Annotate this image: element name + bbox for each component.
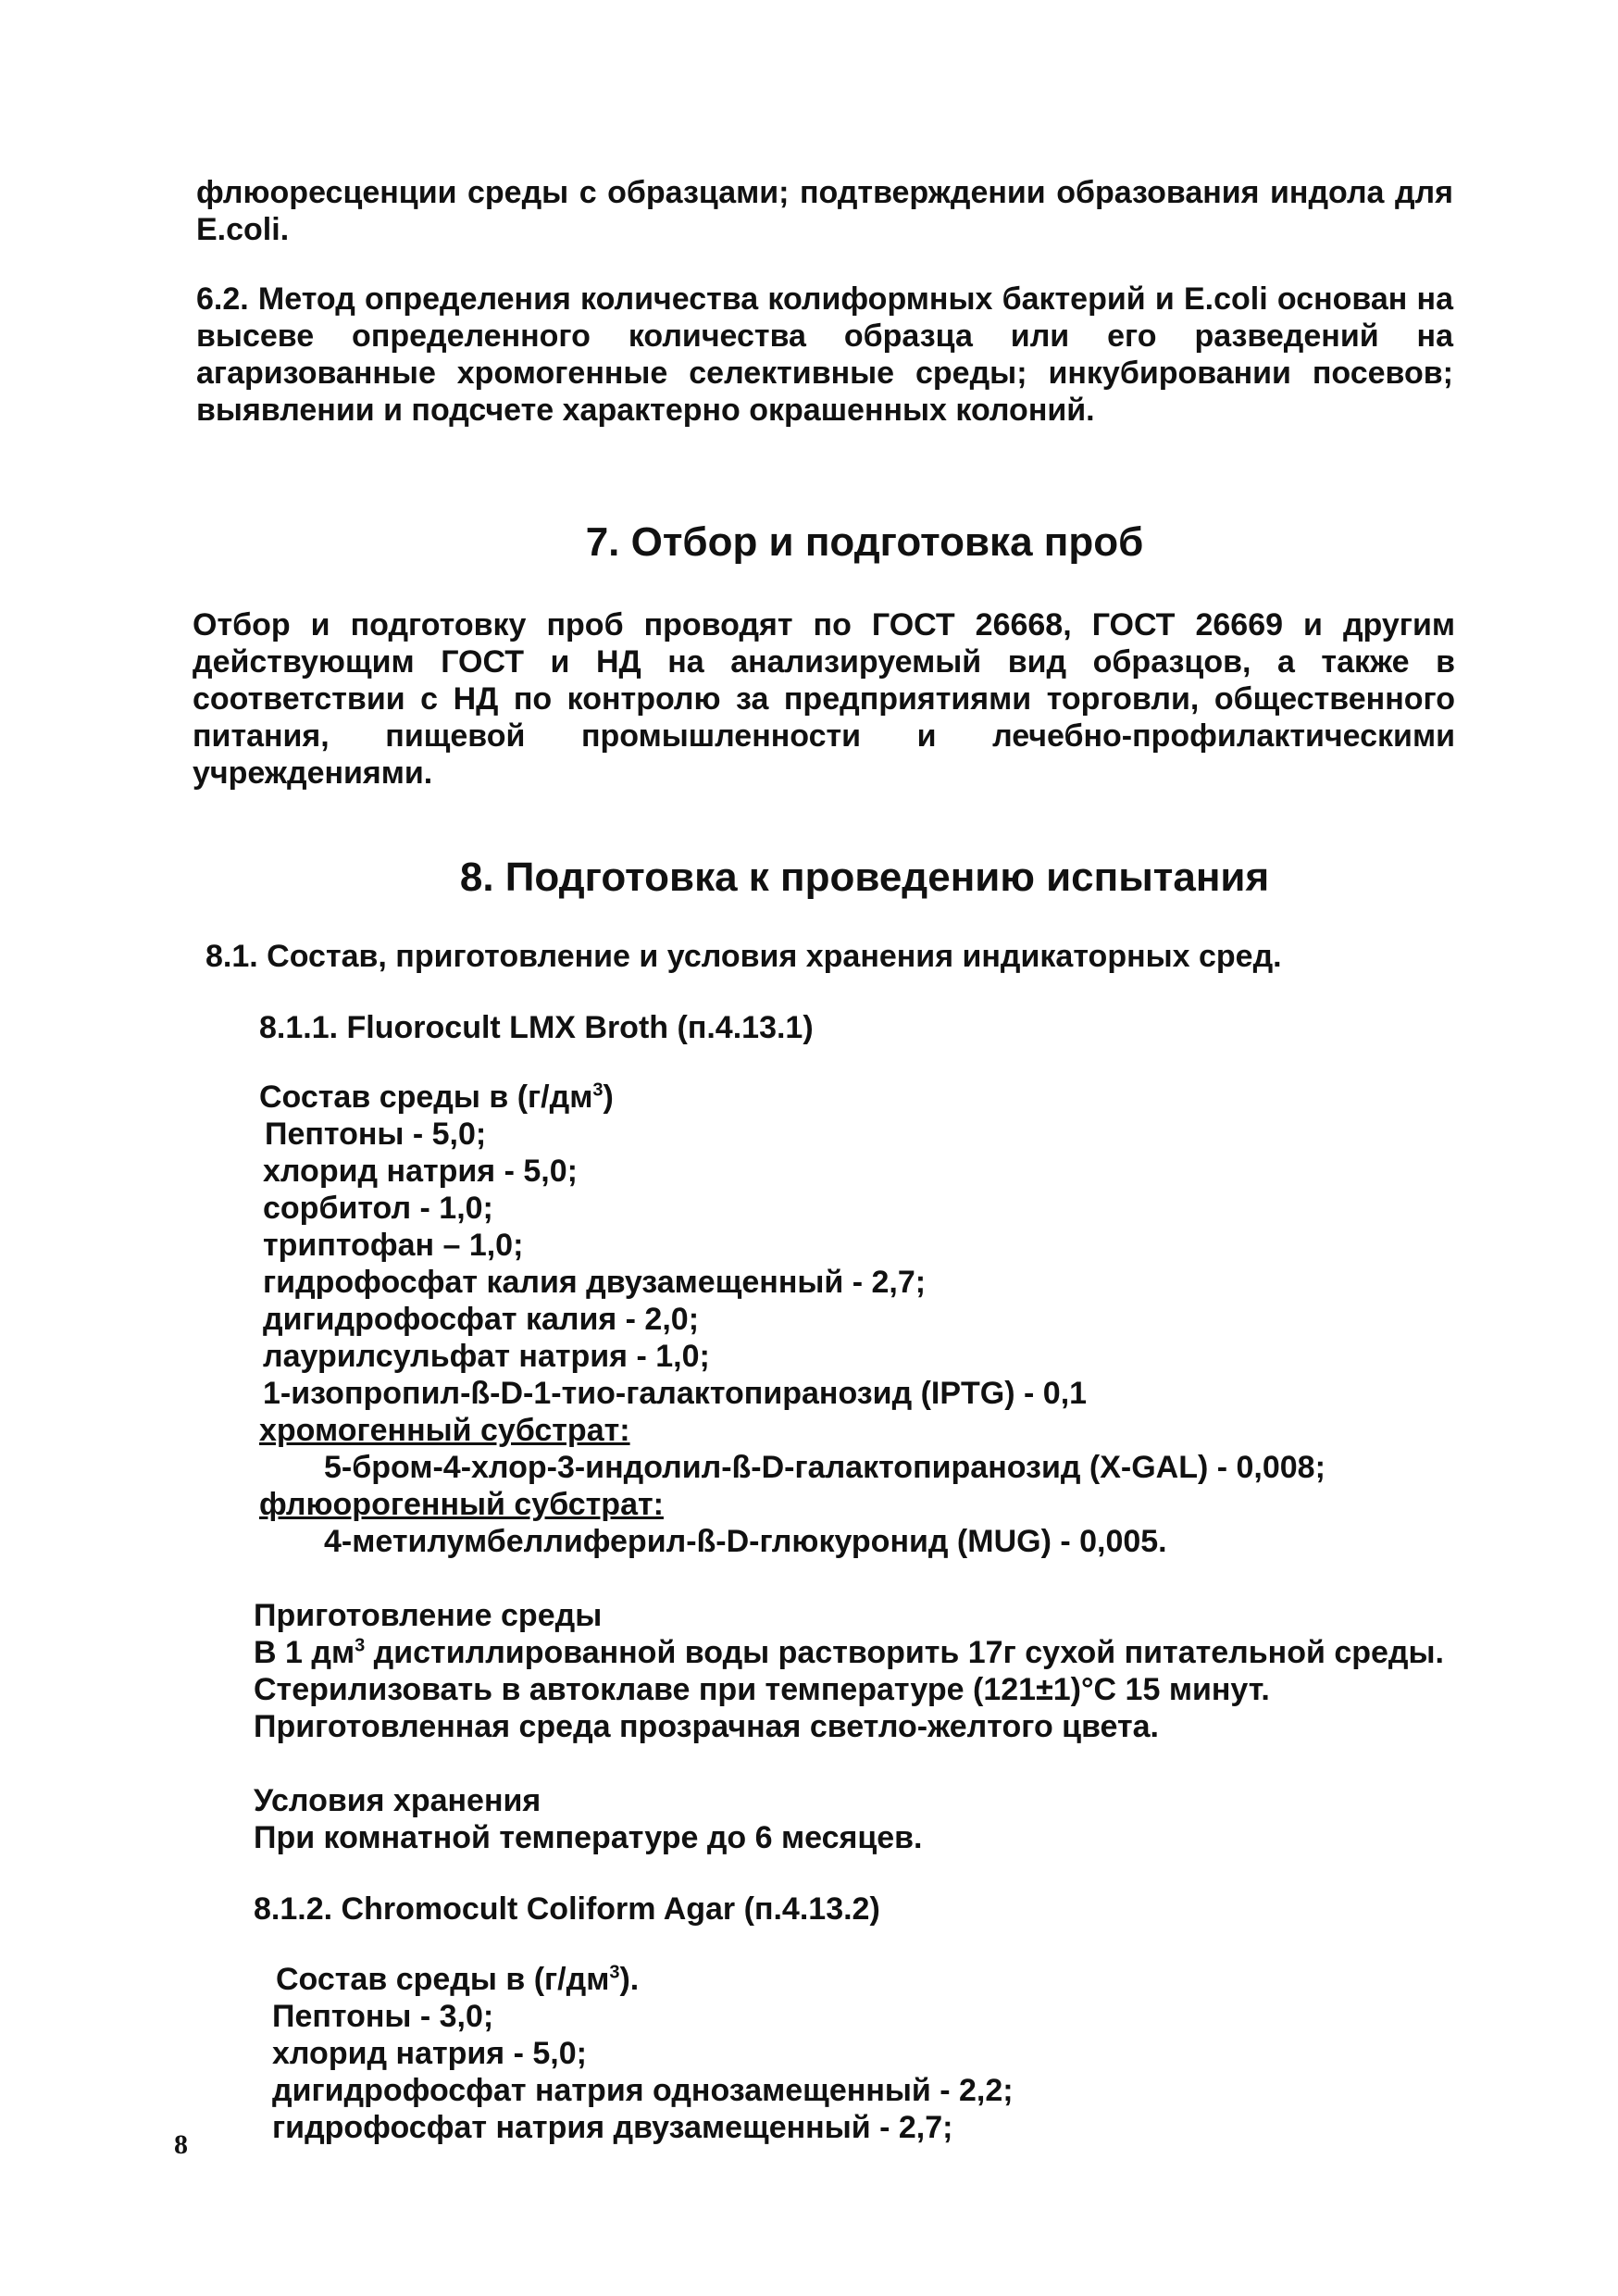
subsection-number: 8.1.1.	[259, 1010, 339, 1045]
list-item: Пептоны - 3,0;	[272, 1999, 494, 2034]
preparation-line-3: Приготовленная среда прозрачная светло-желтого цвета.	[254, 1709, 1159, 1744]
list-item: дигидрофосфат натрия однозамещенный - 2,2;	[272, 2073, 1014, 2108]
list-item: 1-изопропил-ß-D-1-тио-галактопиранозид (IPTG) - 0,1	[263, 1376, 1088, 1411]
list-item: дигидрофосфат калия - 2,0;	[263, 1302, 700, 1337]
subsection-number: 8.1.2.	[254, 1891, 333, 1927]
intro-paragraph-2: 6.2. Метод определения количества колиформных бактерий и E.coli основан на высеве определенного количества образца или его разведений на агаризованные хромогенные селективные среды; инкубировании посевов; выявлении и подсчете характерно окрашенных колоний.	[196, 281, 1453, 428]
list-item: сорбитол - 1,0;	[263, 1191, 493, 1226]
list-item: лаурилсульфат натрия - 1,0;	[263, 1339, 710, 1374]
list-item: триптофан – 1,0;	[263, 1228, 524, 1263]
list-item: хлорид натрия - 5,0;	[272, 2036, 587, 2071]
chromogenic-substrate-label: хромогенный субстрат:	[259, 1413, 630, 1448]
medium-name: Chromocult Coliform Agar	[341, 1891, 736, 1927]
composition-label: Состав среды в $(г/дм^3)$	[259, 1079, 614, 1115]
reference: (п.4.13.1)	[677, 1010, 814, 1045]
list-item: гидрофосфат калия двузамещенный - 2,7;	[263, 1265, 927, 1300]
list-item: хлорид натрия - 5,0;	[263, 1154, 578, 1189]
storage-text: При комнатной температуре до 6 месяцев.	[254, 1820, 923, 1855]
fluorogenic-substrate-label: флюорогенный субстрат:	[259, 1487, 664, 1522]
reference: (п.4.13.2)	[743, 1891, 880, 1927]
storage-label: Условия хранения	[254, 1783, 541, 1818]
fluorogenic-substrate-value: 4-метилумбеллиферил-ß-D-глюкуронид (MUG) - 0,005.	[324, 1524, 1167, 1559]
preparation-line-1: В 1 $дм^3$ дистиллированной воды растворить 17г сухой питательной среды.	[254, 1635, 1444, 1670]
medium-name: Fluorocult LMX Broth	[346, 1010, 669, 1045]
chromogenic-substrate-value: 5-бром-4-хлор-3-индолил-ß-D-галактопиранозид (X-GAL) - 0,008;	[324, 1450, 1326, 1485]
section-7-text: Отбор и подготовку проб проводят по ГОСТ 26668, ГОСТ 26669 и другим действующим ГОСТ и НД на анализируемый вид образцов, а также в соответствии с НД по контролю за предприятиями торговли, общественного питания, пищевой промышленности и лечебно-профилактическими учреждениями.	[193, 607, 1455, 791]
subsection-8-1-1-title	[259, 1009, 814, 1046]
preparation-label: Приготовление среды	[254, 1598, 603, 1633]
page-number: 8	[174, 2129, 188, 2160]
preparation-line-2: Стерилизовать в автоклаве при температуре (121±1)°С 15 минут.	[254, 1672, 1270, 1707]
list-item: гидрофосфат натрия двузамещенный - 2,7;	[272, 2110, 953, 2145]
subsection-8-1-2-title	[254, 1890, 880, 1928]
intro-paragraph-1: флюоресценции среды с образцами; подтверждении образования индола для E.coli.	[196, 175, 1453, 247]
subsection-8-1: 8.1. Состав, приготовление и условия хранения индикаторных сред.	[205, 939, 1282, 974]
section-7-heading: 7. Отбор и подготовка проб	[585, 519, 1144, 565]
list-item: Пептоны - 5,0;	[265, 1117, 487, 1152]
section-8-heading: 8. Подготовка к проведению испытания	[459, 855, 1270, 900]
composition-label: Состав среды в $(г/дм^3)$.	[276, 1962, 640, 1997]
